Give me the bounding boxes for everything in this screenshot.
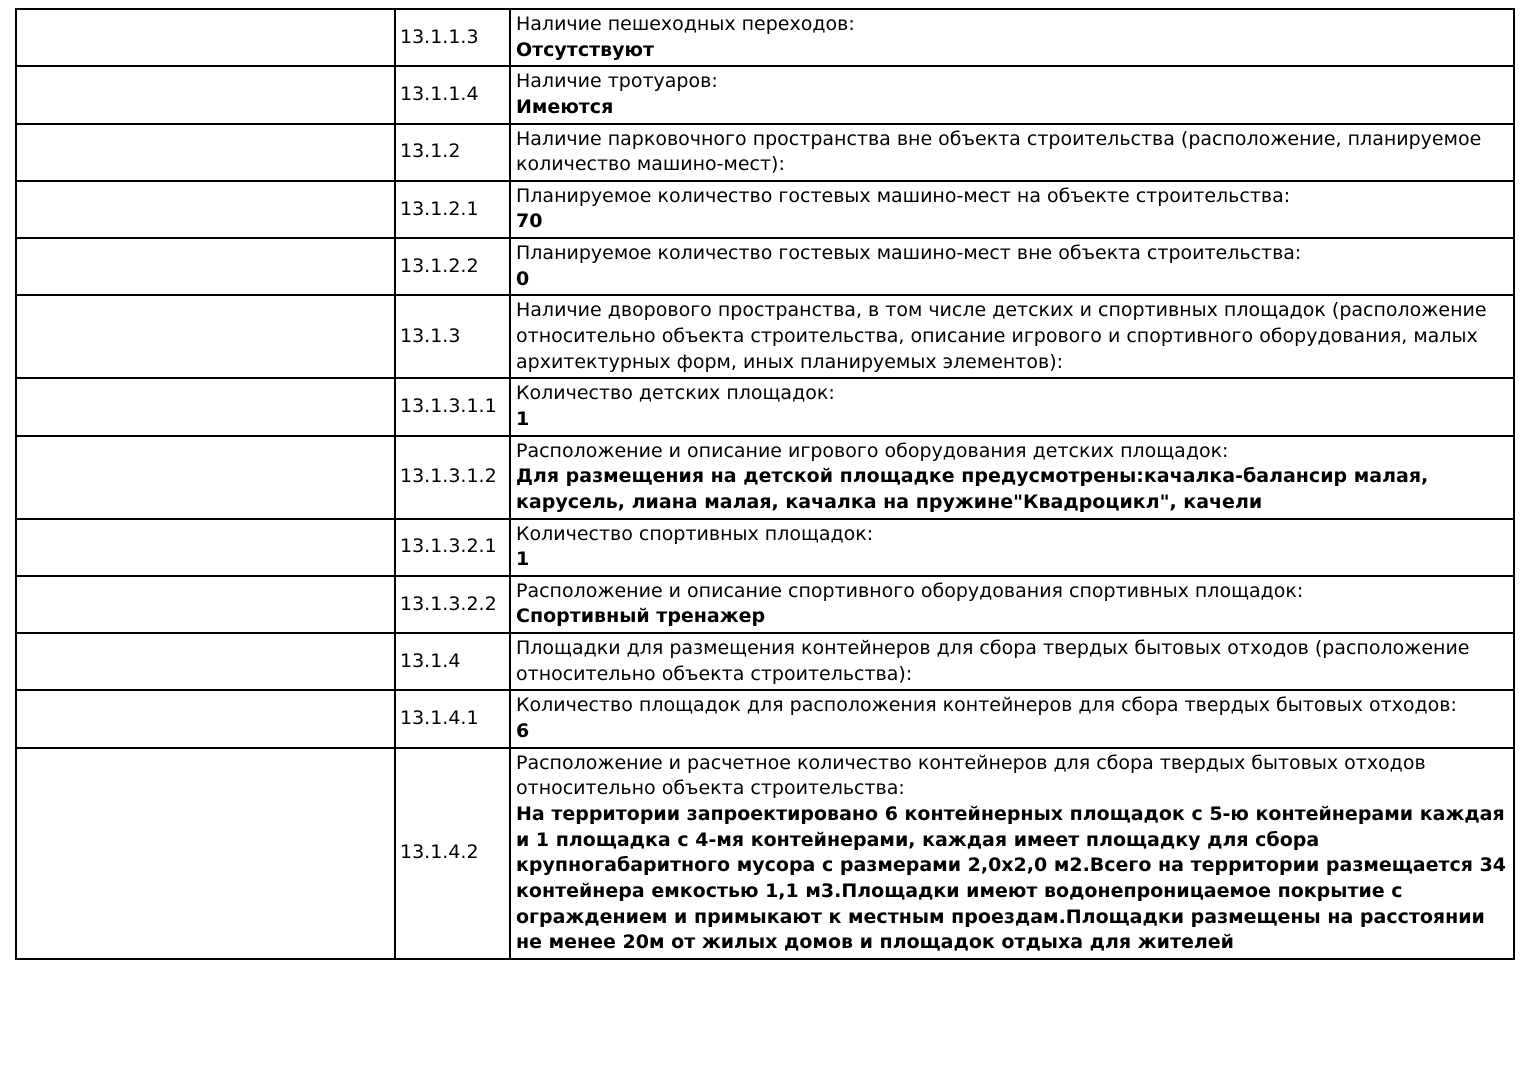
empty-cell xyxy=(16,66,395,123)
empty-cell xyxy=(16,124,395,181)
row-content xyxy=(510,295,1514,378)
row-content xyxy=(510,181,1514,238)
empty-cell xyxy=(16,295,395,378)
row-code: 13.1.3.1.1 xyxy=(395,378,510,435)
row-content xyxy=(510,633,1514,690)
row-value: 70 xyxy=(516,210,543,233)
table-row xyxy=(16,9,1514,66)
table-body xyxy=(16,9,1514,959)
empty-cell xyxy=(16,519,395,576)
row-label: Количество площадок для расположения контейнеров для сбора твердых бытовых отходов: xyxy=(516,694,1457,717)
row-content xyxy=(510,124,1514,181)
table-row xyxy=(16,238,1514,295)
row-code: 13.1.2 xyxy=(395,124,510,181)
row-code: 13.1.2.2 xyxy=(395,238,510,295)
row-code: 13.1.4.2 xyxy=(395,748,510,959)
row-value: Для размещения на детской площадке предусмотрены:качалка-балансир малая, карусель, лиана малая, качалка на пружине"Квадроцикл", качели xyxy=(516,465,1429,513)
empty-cell xyxy=(16,436,395,519)
table-row xyxy=(16,633,1514,690)
row-value: 1 xyxy=(516,548,530,571)
row-label: Планируемое количество гостевых машино-мест на объекте строительства: xyxy=(516,184,1291,207)
row-label: Расположение и описание игрового оборудования детских площадок: xyxy=(516,439,1229,462)
row-label: Наличие парковочного пространства вне объекта строительства (расположение, планируемое количество машино-мест): xyxy=(516,127,1482,176)
row-code: 13.1.2.1 xyxy=(395,181,510,238)
row-label: Планируемое количество гостевых машино-мест вне объекта строительства: xyxy=(516,242,1302,265)
row-label: Расположение и расчетное количество контейнеров для сбора твердых бытовых отходов относительно объекта строительства: xyxy=(516,751,1426,800)
row-content xyxy=(510,66,1514,123)
row-value: 1 xyxy=(516,407,530,430)
row-label: Наличие пешеходных переходов: xyxy=(516,13,855,35)
table-row xyxy=(16,66,1514,123)
empty-cell xyxy=(16,690,395,747)
row-label: Наличие дворового пространства, в том числе детских и спортивных площадок (расположение относительно объекта строительства, описание игрового и спортивного оборудования, малых архитектурных форм, иных планируемых элементов): xyxy=(516,299,1487,373)
row-content xyxy=(510,519,1514,576)
row-content xyxy=(510,690,1514,747)
row-code: 13.1.3 xyxy=(395,295,510,378)
empty-cell xyxy=(16,238,395,295)
table-row xyxy=(16,124,1514,181)
row-value: Спортивный тренажер xyxy=(516,605,766,628)
table-row xyxy=(16,519,1514,576)
row-label: Наличие тротуаров: xyxy=(516,70,718,93)
row-content xyxy=(510,436,1514,519)
declaration-table xyxy=(15,8,1515,960)
empty-cell xyxy=(16,378,395,435)
row-label: Количество детских площадок: xyxy=(516,382,835,405)
row-code: 13.1.3.2.1 xyxy=(395,519,510,576)
row-content xyxy=(510,748,1514,959)
row-value: Имеются xyxy=(516,95,614,118)
empty-cell xyxy=(16,576,395,633)
table-row xyxy=(16,436,1514,519)
empty-cell xyxy=(16,9,395,66)
row-code: 13.1.1.4 xyxy=(395,66,510,123)
row-content xyxy=(510,576,1514,633)
table-row xyxy=(16,748,1514,959)
row-code: 13.1.3.1.2 xyxy=(395,436,510,519)
row-content xyxy=(510,238,1514,295)
row-code: 13.1.3.2.2 xyxy=(395,576,510,633)
row-code: 13.1.1.3 xyxy=(395,9,510,66)
row-value: На территории запроектировано 6 контейнерных площадок с 5-ю контейнерами каждая и 1 площадка с 4-мя контейнерами, каждая имеет площадку для сбора крупногабаритного мусора с размерами 2,0х2,0 м2.Всего на территории размещается 34 контейнера емкостью 1,1 м3.Площадки имеют водонепроницаемое покрытие с ограждением и примыкают к местным проездам.Площадки размещены на расстоянии не менее 20м от жилых домов и площадок отдыха для жителей xyxy=(516,802,1507,954)
table-row xyxy=(16,576,1514,633)
empty-cell xyxy=(16,633,395,690)
row-label: Расположение и описание спортивного оборудования спортивных площадок: xyxy=(516,579,1304,602)
row-label: Количество спортивных площадок: xyxy=(516,522,874,545)
row-code: 13.1.4 xyxy=(395,633,510,690)
row-content xyxy=(510,378,1514,435)
row-content xyxy=(510,9,1514,66)
row-value: 6 xyxy=(516,720,530,743)
table-row xyxy=(16,690,1514,747)
row-value: Отсутствуют xyxy=(516,38,654,61)
row-label: Площадки для размещения контейнеров для сбора твердых бытовых отходов (расположение относительно объекта строительства): xyxy=(516,637,1470,685)
table-row xyxy=(16,295,1514,378)
row-code: 13.1.4.1 xyxy=(395,690,510,747)
table-row xyxy=(16,181,1514,238)
table-row xyxy=(16,378,1514,435)
row-value: 0 xyxy=(516,267,530,290)
empty-cell xyxy=(16,748,395,959)
empty-cell xyxy=(16,181,395,238)
